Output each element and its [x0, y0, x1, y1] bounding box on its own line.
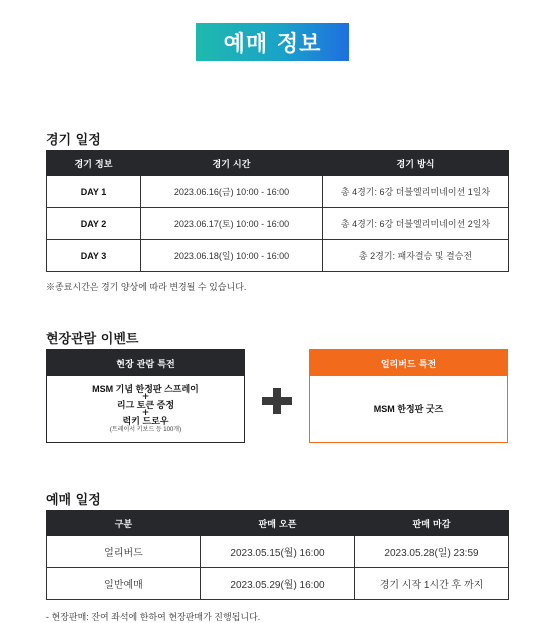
- table-header-row: [47, 511, 509, 536]
- match-schedule-heading: 경기 일정: [46, 133, 101, 148]
- column-header: 경기 시간: [141, 151, 323, 176]
- table-header-row: [47, 151, 509, 176]
- plus-sign: +: [141, 391, 150, 402]
- table-row: [47, 240, 509, 272]
- sale-open-cell: 2023.05.15(월) 16:00: [201, 536, 355, 568]
- day-cell: DAY 1: [47, 176, 141, 208]
- sale-type-cell: 얼리버드: [47, 536, 201, 568]
- ticket-schedule-heading: 예매 일정: [46, 493, 101, 508]
- title-banner: [196, 23, 349, 61]
- ticket-schedule-table: [46, 510, 509, 600]
- sale-open-cell: 2023.05.29(월) 16:00: [201, 568, 355, 600]
- column-header: 구분: [47, 511, 201, 536]
- early-bird-benefit-title: 얼리버드 특전: [310, 350, 507, 376]
- time-cell: 2023.06.16(금) 10:00 - 16:00: [141, 176, 323, 208]
- table-row: [47, 176, 509, 208]
- sale-type-cell: 일반예매: [47, 568, 201, 600]
- format-cell: 총 2경기: 패자결승 및 결승전: [323, 240, 509, 272]
- onsite-benefit-box: [46, 349, 245, 443]
- table-row: [47, 536, 509, 568]
- page-title: 예매 정보: [223, 31, 322, 57]
- benefit-token: 리그 토큰 증정: [116, 399, 175, 410]
- format-cell: 총 4경기: 6강 더블엘리미네이션 2일차: [323, 208, 509, 240]
- benefit-spray: MSM 기념 한정판 스프레이: [92, 383, 199, 394]
- table-row: [47, 568, 509, 600]
- sale-close-cell: 2023.05.28(일) 23:59: [355, 536, 509, 568]
- onsite-sale-note: - 현장판매: 잔여 좌석에 한하여 현장판매가 진행됩니다.: [46, 612, 261, 622]
- plus-sign: +: [141, 407, 150, 418]
- onsite-benefit-title: 현장 관람 특전: [47, 350, 244, 376]
- schedule-note: ※종료시간은 경기 양상에 따라 변경될 수 있습니다.: [46, 282, 247, 292]
- column-header: 경기 방식: [323, 151, 509, 176]
- sale-close-cell: 경기 시작 1시간 후 까지: [355, 568, 509, 600]
- match-schedule-table: [46, 150, 509, 272]
- day-cell: DAY 2: [47, 208, 141, 240]
- day-cell: DAY 3: [47, 240, 141, 272]
- column-header: 경기 정보: [47, 151, 141, 176]
- onsite-benefit-body: [47, 376, 244, 442]
- column-header: 판매 오픈: [201, 511, 355, 536]
- early-bird-benefit-body: [310, 376, 507, 442]
- plus-icon: [262, 388, 292, 414]
- column-header: 판매 마감: [355, 511, 509, 536]
- onsite-event-heading: 현장관람 이벤트: [46, 332, 139, 347]
- benefit-lucky-draw: 럭키 드로우: [122, 415, 169, 426]
- time-cell: 2023.06.18(일) 10:00 - 16:00: [141, 240, 323, 272]
- format-cell: 총 4경기: 6강 더블엘리미네이션 1일차: [323, 176, 509, 208]
- table-row: [47, 208, 509, 240]
- time-cell: 2023.06.17(토) 10:00 - 16:00: [141, 208, 323, 240]
- early-bird-benefit-box: [309, 349, 508, 443]
- early-bird-goods: MSM 한정판 굿즈: [373, 404, 444, 414]
- lucky-draw-detail: (트레이서 키보드 등 100개): [109, 426, 182, 433]
